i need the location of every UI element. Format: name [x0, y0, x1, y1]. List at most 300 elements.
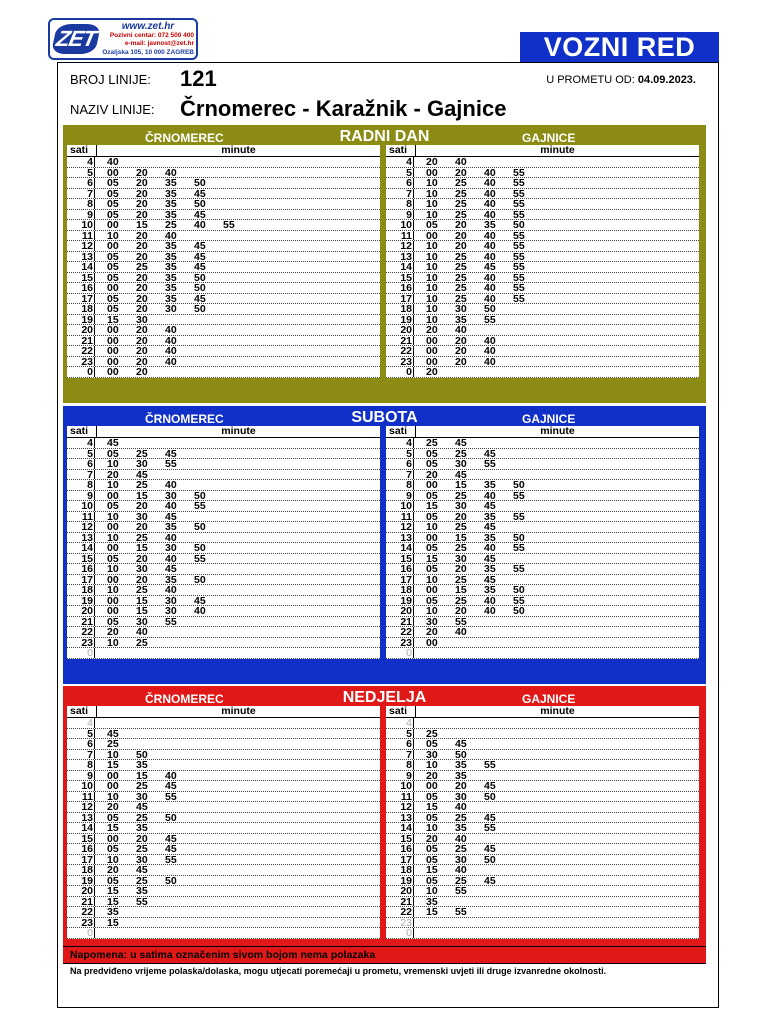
- departure-minute: 25: [455, 489, 467, 502]
- departure-minute: 45: [484, 780, 496, 792]
- departure-minute: 30: [165, 605, 177, 617]
- departure-minute: 00: [107, 282, 119, 294]
- departure-minute: 05: [107, 177, 119, 189]
- departure-minute: 55: [513, 229, 525, 242]
- departure-minute: 45: [484, 573, 496, 586]
- departure-minute: 25: [136, 531, 148, 544]
- table-row: [386, 865, 699, 876]
- table-row: [67, 367, 380, 378]
- hour-cell: 9: [67, 210, 95, 220]
- departure-minute: 15: [455, 584, 467, 596]
- departure-minute: 25: [426, 727, 438, 740]
- departure-minute: 00: [107, 542, 119, 554]
- departure-minute: 15: [136, 594, 148, 607]
- departure-minute: 20: [136, 282, 148, 294]
- departure-minute: 00: [426, 166, 438, 179]
- departure-minute: 20: [136, 208, 148, 221]
- table-row: [386, 718, 699, 729]
- table-row: [386, 459, 699, 470]
- table-row: [67, 157, 380, 168]
- hour-cell: 14: [386, 262, 414, 272]
- departure-minute: 30: [165, 489, 177, 502]
- departure-minute: 30: [455, 303, 467, 315]
- hour-cell: 11: [386, 512, 414, 522]
- hour-cell: 8: [386, 199, 414, 209]
- departure-minute: 50: [194, 282, 206, 294]
- departure-minute: 40: [455, 832, 467, 845]
- departure-minute: 10: [426, 177, 438, 189]
- zet-logo-mark: ZET: [51, 24, 101, 54]
- departure-minute: 05: [107, 811, 119, 824]
- departure-minute: 35: [136, 759, 148, 771]
- departure-minute: 35: [484, 584, 496, 596]
- hour-cell: 4: [67, 438, 95, 448]
- hour-cell: 8: [386, 760, 414, 770]
- hour-cell: 13: [386, 813, 414, 823]
- departure-minute: 35: [165, 521, 177, 533]
- departure-minute: 50: [484, 790, 496, 803]
- hour-cell: 15: [386, 273, 414, 283]
- departure-minute: 25: [136, 780, 148, 792]
- hour-cell: 16: [386, 283, 414, 293]
- departure-minute: 40: [484, 166, 496, 179]
- departure-minute: 35: [165, 292, 177, 305]
- hour-cell: 19: [386, 876, 414, 886]
- hour-cell: 7: [67, 189, 95, 199]
- table-row: [67, 480, 380, 491]
- departure-minute: 25: [136, 447, 148, 460]
- departure-minute: 50: [194, 521, 206, 533]
- table-row: [386, 543, 699, 554]
- departure-minute: 00: [107, 832, 119, 845]
- hour-cell: 21: [386, 617, 414, 627]
- direction-from: ČRNOMEREC: [145, 412, 224, 426]
- valid-from-date: 04.09.2023.: [637, 74, 696, 86]
- departure-minute: 55: [513, 166, 525, 179]
- departure-minute: 40: [484, 240, 496, 252]
- departure-minute: 45: [455, 738, 467, 750]
- departure-minute: 05: [107, 208, 119, 221]
- departure-minute: 10: [107, 510, 119, 523]
- departure-minute: 30: [455, 790, 467, 803]
- departure-minute: 55: [513, 208, 525, 221]
- hour-cell: 8: [67, 199, 95, 209]
- table-row: [67, 522, 380, 533]
- departure-minute: 40: [165, 531, 177, 544]
- departure-minute: 10: [426, 250, 438, 263]
- hour-cell: 19: [67, 596, 95, 606]
- departure-minute: 40: [455, 324, 467, 336]
- hour-cell: 8: [67, 760, 95, 770]
- departure-minute: 50: [194, 573, 206, 586]
- departure-minute: 45: [484, 447, 496, 460]
- departure-minute: 10: [426, 208, 438, 221]
- departure-minute: 25: [455, 521, 467, 533]
- departure-minute: 35: [165, 250, 177, 263]
- hour-cell: 13: [386, 252, 414, 262]
- departure-minute: 35: [165, 261, 177, 273]
- hour-cell: 4: [67, 157, 95, 167]
- hour-cell: 6: [386, 739, 414, 749]
- departure-minute: 40: [165, 229, 177, 242]
- hour-cell: 13: [386, 533, 414, 543]
- departure-minute: 50: [484, 303, 496, 315]
- table-row: [67, 606, 380, 617]
- departure-minute: 40: [484, 542, 496, 554]
- departure-minute: 55: [194, 552, 206, 565]
- departure-minute: 00: [107, 219, 119, 231]
- table-row: [67, 627, 380, 638]
- departure-minute: 55: [223, 219, 235, 231]
- departure-minute: 40: [194, 219, 206, 231]
- departure-minute: 05: [426, 843, 438, 855]
- departure-minute: 00: [107, 769, 119, 782]
- departure-minute: 15: [107, 885, 119, 897]
- hour-cell: 16: [67, 564, 95, 574]
- departure-minute: 25: [455, 250, 467, 263]
- hour-cell: 5: [67, 168, 95, 178]
- departure-minute: 05: [107, 198, 119, 210]
- logo-website[interactable]: www.zet.hr: [121, 21, 175, 32]
- departure-minute: 40: [165, 769, 177, 782]
- departure-minute: 45: [194, 292, 206, 305]
- departure-minute: 55: [513, 282, 525, 294]
- departure-minute: 55: [513, 542, 525, 554]
- hour-cell: 17: [386, 855, 414, 865]
- departure-minute: 00: [107, 605, 119, 617]
- departure-minute: 45: [455, 437, 467, 449]
- departure-minute: 10: [426, 885, 438, 897]
- departure-minute: 00: [426, 479, 438, 491]
- hour-cell: 11: [67, 231, 95, 241]
- column-minute: minute: [540, 705, 575, 717]
- hour-cell: 17: [67, 294, 95, 304]
- departure-minute: 50: [194, 489, 206, 502]
- hour-cell: 11: [386, 231, 414, 241]
- hour-cell: 4: [386, 438, 414, 448]
- table-row: [67, 199, 380, 210]
- departure-minute: 00: [426, 229, 438, 242]
- departure-minute: 05: [426, 489, 438, 502]
- departure-minute: 45: [484, 552, 496, 565]
- column-sati: sati: [389, 705, 408, 717]
- departure-minute: 55: [136, 895, 148, 908]
- timetable-left: [67, 145, 380, 378]
- departure-minute: 10: [426, 240, 438, 252]
- table-row: [67, 638, 380, 649]
- hour-cell: 9: [386, 210, 414, 220]
- departure-minute: 30: [136, 313, 148, 326]
- table-row: [386, 918, 699, 929]
- zet-logo: [48, 18, 198, 60]
- departure-minute: 35: [165, 271, 177, 284]
- departure-minute: 00: [107, 366, 119, 378]
- departure-minute: 35: [484, 510, 496, 523]
- hour-cell: 22: [386, 907, 414, 917]
- table-row: [386, 802, 699, 813]
- departure-minute: 05: [426, 874, 438, 887]
- table-row: [67, 760, 380, 771]
- hour-cell: 7: [386, 189, 414, 199]
- departure-minute: 50: [194, 542, 206, 554]
- departure-minute: 20: [136, 292, 148, 305]
- hour-cell: 13: [67, 813, 95, 823]
- hour-cell: 9: [67, 491, 95, 501]
- hour-cell: 7: [386, 750, 414, 760]
- departure-minute: 35: [455, 313, 467, 326]
- departure-minute: 45: [194, 250, 206, 263]
- hour-cell: 20: [386, 606, 414, 616]
- departure-minute: 20: [455, 240, 467, 252]
- departure-minute: 20: [136, 271, 148, 284]
- departure-minute: 00: [107, 240, 119, 252]
- hour-cell: 14: [67, 823, 95, 833]
- table-row: [386, 781, 699, 792]
- departure-minute: 15: [107, 822, 119, 834]
- departure-minute: 10: [426, 313, 438, 326]
- hour-cell: 22: [67, 627, 95, 637]
- hour-cell: 13: [67, 252, 95, 262]
- table-row: [386, 199, 699, 210]
- departure-minute: 40: [165, 324, 177, 336]
- departure-minute: 25: [455, 177, 467, 189]
- departure-minute: 40: [194, 605, 206, 617]
- hour-cell: 10: [386, 501, 414, 511]
- departure-minute: 50: [194, 271, 206, 284]
- departure-minute: 10: [426, 187, 438, 200]
- hour-cell: 17: [386, 575, 414, 585]
- departure-minute: 15: [136, 489, 148, 502]
- hour-cell: 23: [386, 638, 414, 648]
- departure-minute: 25: [426, 437, 438, 449]
- table-row: [67, 648, 380, 659]
- departure-minute: 25: [455, 261, 467, 273]
- departure-minute: 25: [136, 811, 148, 824]
- section-title: NEDJELJA: [342, 689, 427, 706]
- departure-minute: 40: [484, 198, 496, 210]
- departure-minute: 05: [426, 219, 438, 231]
- departure-minute: 20: [136, 303, 148, 315]
- departure-minute: 45: [484, 811, 496, 824]
- departure-minute: 00: [426, 355, 438, 368]
- departure-minute: 25: [455, 594, 467, 607]
- hour-cell: 18: [67, 304, 95, 314]
- departure-minute: 45: [194, 208, 206, 221]
- hour-cell: 4: [67, 718, 95, 728]
- departure-minute: 10: [426, 282, 438, 294]
- hour-cell: 10: [386, 781, 414, 791]
- table-row: [67, 918, 380, 929]
- departure-minute: 25: [136, 584, 148, 596]
- departure-minute: 55: [455, 906, 467, 918]
- table-row: [67, 865, 380, 876]
- table-row: [67, 802, 380, 813]
- hour-cell: 19: [67, 315, 95, 325]
- departure-minute: 15: [426, 864, 438, 876]
- departure-minute: 20: [136, 240, 148, 252]
- column-minute: minute: [540, 425, 575, 437]
- section-title: SUBOTA: [351, 409, 418, 426]
- departure-minute: 40: [165, 584, 177, 596]
- departure-minute: 10: [426, 822, 438, 834]
- table-row: [386, 325, 699, 336]
- departure-minute: 40: [107, 156, 119, 168]
- hour-cell: 23: [67, 918, 95, 928]
- hour-cell: 10: [386, 220, 414, 230]
- hour-cell: 14: [67, 543, 95, 553]
- column-minute: minute: [221, 705, 256, 717]
- departure-minute: 40: [484, 489, 496, 502]
- table-row: [67, 886, 380, 897]
- departure-minute: 30: [136, 790, 148, 803]
- departure-minute: 30: [455, 458, 467, 470]
- departure-minute: 20: [455, 219, 467, 231]
- table-row: [67, 283, 380, 294]
- departure-minute: 10: [426, 198, 438, 210]
- departure-minute: 35: [165, 282, 177, 294]
- departure-minute: 40: [484, 177, 496, 189]
- hour-cell: 6: [386, 459, 414, 469]
- departure-minute: 30: [165, 303, 177, 315]
- departure-minute: 35: [455, 769, 467, 782]
- departure-minute: 50: [513, 531, 525, 544]
- departure-minute: 20: [455, 345, 467, 357]
- departure-minute: 15: [455, 531, 467, 544]
- table-row: [386, 178, 699, 189]
- departure-minute: 15: [107, 313, 119, 326]
- departure-minute: 10: [426, 521, 438, 533]
- departure-minute: 05: [107, 843, 119, 855]
- table-row: [386, 438, 699, 449]
- logo-call-center: Pozivni centar: 072 500 400: [109, 32, 194, 39]
- column-sati: sati: [70, 144, 89, 156]
- departure-minute: 45: [165, 447, 177, 460]
- table-row: [386, 907, 699, 918]
- departure-minute: 25: [455, 282, 467, 294]
- departure-minute: 15: [107, 895, 119, 908]
- departure-minute: 20: [426, 324, 438, 336]
- departure-minute: 40: [165, 552, 177, 565]
- table-row: [67, 501, 380, 512]
- hour-cell: 7: [386, 470, 414, 480]
- departure-minute: 40: [484, 282, 496, 294]
- departure-minute: 45: [136, 864, 148, 876]
- hour-cell: 5: [386, 168, 414, 178]
- departure-minute: 55: [484, 458, 496, 470]
- hour-cell: 12: [386, 522, 414, 532]
- departure-minute: 15: [107, 759, 119, 771]
- direction-to: GAJNICE: [522, 412, 576, 426]
- departure-minute: 50: [136, 748, 148, 761]
- departure-minute: 20: [455, 229, 467, 242]
- departure-minute: 55: [194, 500, 206, 512]
- departure-minute: 10: [107, 853, 119, 866]
- departure-minute: 55: [513, 510, 525, 523]
- logo-email[interactable]: e-mail: javnost@zet.hr: [124, 40, 194, 48]
- departure-minute: 55: [455, 885, 467, 897]
- departure-minute: 55: [165, 615, 177, 628]
- column-minute: minute: [221, 425, 256, 437]
- departure-minute: 40: [165, 355, 177, 368]
- table-row: [386, 886, 699, 897]
- departure-minute: 05: [107, 615, 119, 628]
- hour-cell: 17: [67, 575, 95, 585]
- departure-minute: 05: [107, 552, 119, 565]
- departure-minute: 00: [107, 521, 119, 533]
- departure-minute: 45: [165, 843, 177, 855]
- departure-minute: 10: [426, 759, 438, 771]
- departure-minute: 35: [107, 906, 119, 918]
- departure-minute: 30: [455, 853, 467, 866]
- hour-cell: 15: [386, 834, 414, 844]
- departure-minute: 50: [194, 303, 206, 315]
- hour-cell: 20: [67, 606, 95, 616]
- departure-minute: 05: [107, 874, 119, 887]
- departure-minute: 30: [426, 615, 438, 628]
- departure-minute: 55: [513, 240, 525, 252]
- departure-minute: 05: [426, 811, 438, 824]
- departure-minute: 20: [426, 626, 438, 638]
- departure-minute: 20: [136, 832, 148, 845]
- departure-minute: 20: [455, 334, 467, 347]
- departure-minute: 15: [455, 479, 467, 491]
- hour-cell: 21: [386, 336, 414, 346]
- departure-minute: 35: [165, 177, 177, 189]
- departure-minute: 25: [455, 271, 467, 284]
- hour-cell: 21: [67, 336, 95, 346]
- departure-minute: 10: [107, 563, 119, 575]
- departure-minute: 20: [136, 355, 148, 368]
- departure-minute: 10: [107, 479, 119, 491]
- table-row: [386, 220, 699, 231]
- departure-minute: 45: [484, 521, 496, 533]
- table-row: [386, 823, 699, 834]
- valid-from: [546, 74, 696, 86]
- departure-minute: 10: [426, 573, 438, 586]
- departure-minute: 00: [107, 334, 119, 347]
- hour-cell: 23: [67, 357, 95, 367]
- hour-cell: 5: [67, 449, 95, 459]
- timetable-right: [386, 145, 699, 378]
- departure-minute: 25: [455, 187, 467, 200]
- hour-cell: 10: [67, 501, 95, 511]
- departure-minute: 05: [426, 542, 438, 554]
- departure-minute: 30: [426, 748, 438, 761]
- table-row: [386, 638, 699, 649]
- hour-cell: 21: [386, 897, 414, 907]
- departure-minute: 55: [513, 563, 525, 575]
- departure-minute: 45: [165, 832, 177, 845]
- departure-minute: 20: [426, 832, 438, 845]
- table-row: [386, 262, 699, 273]
- hour-cell: 0: [67, 648, 95, 658]
- table-row: [386, 585, 699, 596]
- departure-minute: 15: [136, 605, 148, 617]
- departure-minute: 35: [136, 822, 148, 834]
- departure-minute: 35: [484, 479, 496, 491]
- hour-cell: 18: [386, 585, 414, 595]
- hour-cell: 12: [386, 241, 414, 251]
- departure-minute: 55: [484, 313, 496, 326]
- departure-minute: 20: [455, 355, 467, 368]
- departure-minute: 40: [165, 334, 177, 347]
- departure-minute: 35: [484, 531, 496, 544]
- table-row: [386, 760, 699, 771]
- hour-cell: 0: [386, 928, 414, 938]
- departure-minute: 20: [455, 780, 467, 792]
- departure-minute: 15: [136, 219, 148, 231]
- departure-minute: 40: [484, 605, 496, 617]
